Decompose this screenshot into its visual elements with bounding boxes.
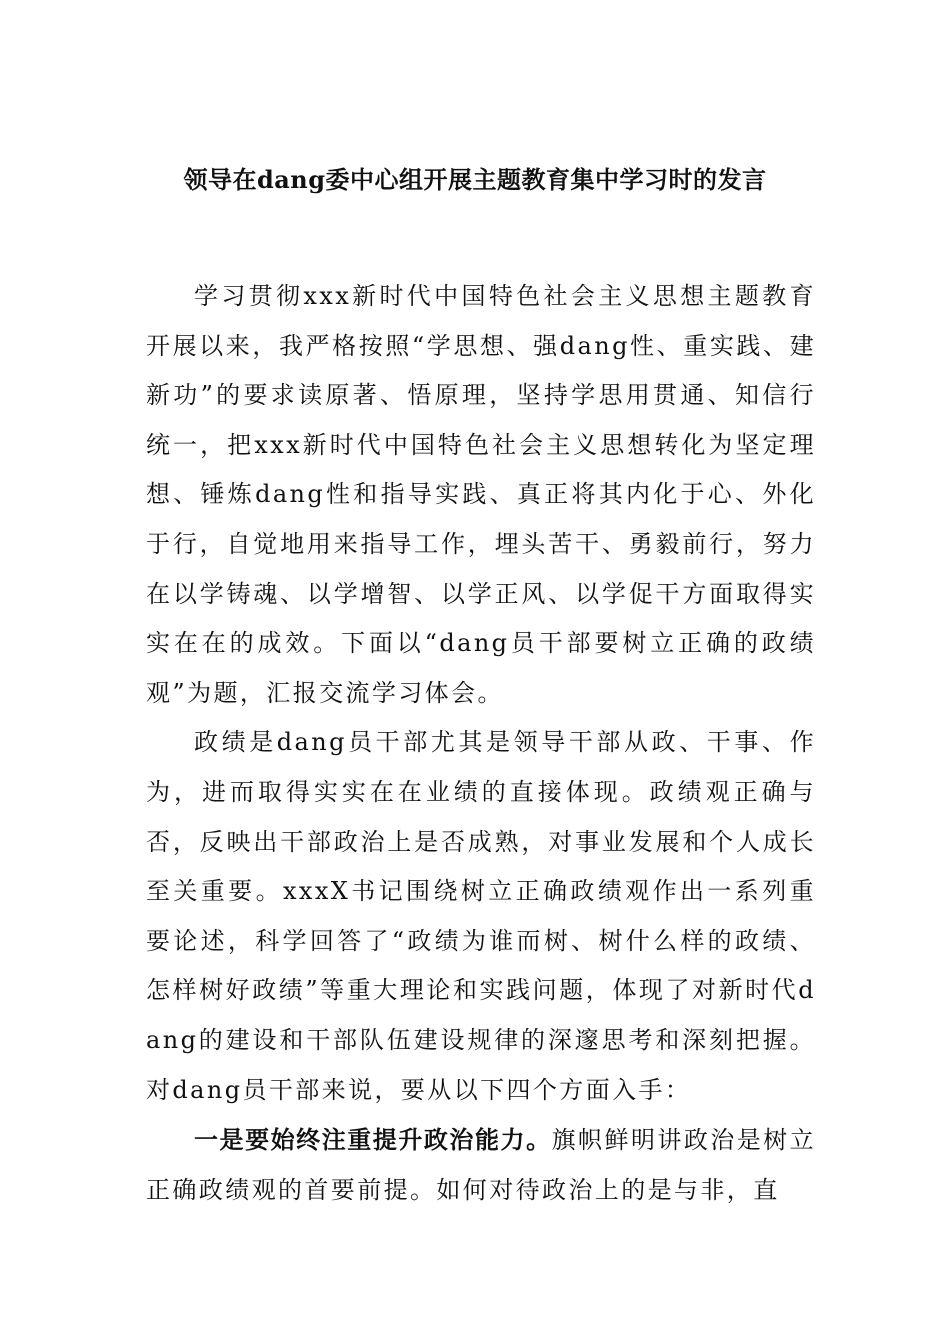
paragraph-3-lead: 一是要始终注重提升政治能力。: [194, 1125, 552, 1155]
paragraph-2: [146, 718, 816, 1115]
document-body: [146, 272, 816, 1215]
paragraph-3: [146, 1115, 816, 1215]
paragraph-1: [146, 272, 816, 718]
paragraph-3-text: 旗帜鲜明讲政治是树立正确政绩观的首要前提。如何对待政治上的是与非，直: [146, 1126, 816, 1204]
paragraph-1-text: 学习贯彻xxx新时代中国特色社会主义思想主题教育开展以来，我严格按照“学思想、强dang性、重实践、建新功”的要求读原著、悟原理，坚持学思用贯通、知信行统一，把xxx新时代中国特色社会主义思想转化为坚定理想、锤炼dang性和指导实践、真正将其内化于心、外化于行，自觉地用来指导工作，埋头苦干、勇毅前行，努力在以学铸魂、以学增智、以学正风、以学促干方面取得实实在在的成效。下面以“dang员干部要树立正确的政绩观”为题，汇报交流学习体会。: [146, 282, 816, 707]
paragraph-2-text: 政绩是dang员干部尤其是领导干部从政、干事、作为，进而取得实实在在业绩的直接体现。政绩观正确与否，反映出干部政治上是否成熟，对事业发展和个人成长至关重要。xxxX书记围绕树立正确政绩观作出一系列重要论述，科学回答了“政绩为谁而树、树什么样的政绩、怎样树好政绩”等重大理论和实践问题，体现了对新时代dang的建设和干部队伍建设规律的深邃思考和深刻把握。对dang员干部来说，要从以下四个方面入手：: [146, 728, 816, 1104]
document-title: 领导在dang委中心组开展主题教育集中学习时的发言: [183, 165, 767, 194]
